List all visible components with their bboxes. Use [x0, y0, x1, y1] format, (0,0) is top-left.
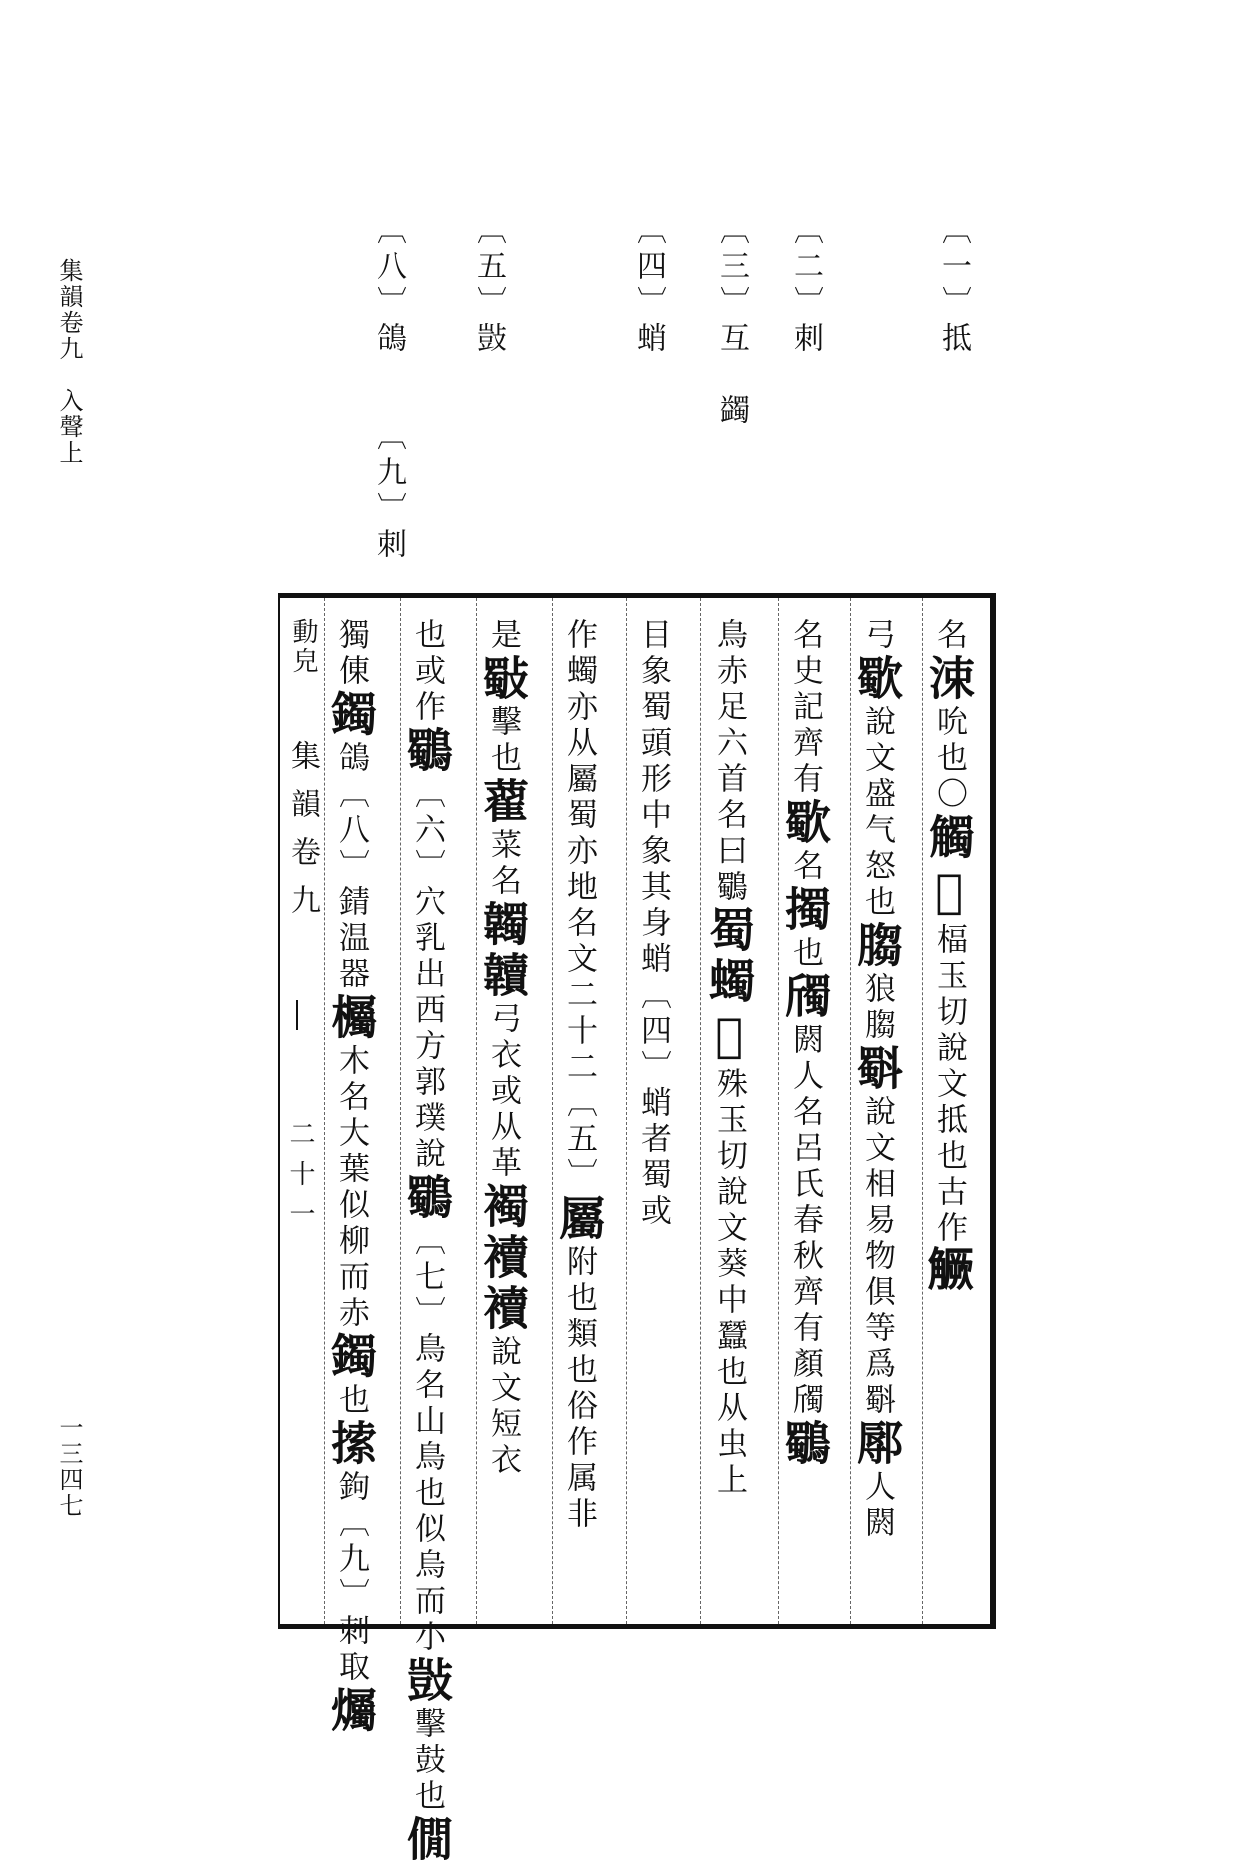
column-text: 動皃 — [288, 618, 318, 676]
head-character: 爥 — [324, 1686, 378, 1737]
head-character: 斣 — [850, 1044, 904, 1095]
head-character: 屬 — [552, 1194, 606, 1245]
page-number: 一三四七 — [55, 1415, 83, 1519]
fold-strip-title: 集韻卷九 — [285, 740, 320, 932]
text-frame — [278, 593, 996, 1866]
column-text: 鳥赤足六首名曰鸀蜀蠋𧔍殊玉切說文葵中蠶也从虫上 — [702, 618, 756, 1499]
column-rule — [324, 598, 325, 1624]
head-character: 擉 — [778, 885, 832, 936]
column-rule — [700, 598, 701, 1624]
head-character: 觸 — [922, 813, 976, 864]
text-column — [476, 618, 544, 1618]
column-text: 名史記齊有歜名擉也斶閼人名呂氏春秋齊有顏斶鸀 — [778, 618, 832, 1470]
head-character: 𧤼 — [922, 1247, 976, 1298]
note-2: 〔二〕刺 — [788, 214, 823, 358]
note-1: 〔一〕抵 — [936, 214, 971, 358]
head-character: 涑 — [922, 654, 976, 705]
note-9: 〔九〕刺 — [371, 420, 406, 564]
column-rule — [778, 598, 779, 1624]
head-character: 鐲 — [324, 690, 378, 741]
column-rule — [476, 598, 477, 1624]
head-character: 斀 — [476, 654, 530, 705]
head-character: 𢱢 — [324, 1419, 378, 1470]
head-character: 襩 — [476, 1233, 530, 1284]
head-character: 蠋 — [702, 957, 756, 1008]
text-column — [922, 618, 990, 1618]
text-column — [634, 618, 694, 1618]
head-character: 欘 — [324, 993, 378, 1044]
column-text: 弓歜說文盛气怒也䐢狼䐢斣說文相易物俱等爲斣鄏人閼 — [850, 618, 904, 1542]
text-column — [400, 618, 468, 1866]
column-text: 名涑吮也〇觸𦍣楅玉切說文抵也古作𧤼 — [922, 618, 976, 1298]
head-character: 鐲 — [324, 1332, 378, 1383]
note-5: 〔五〕敱 — [471, 214, 506, 358]
head-character: 鄏 — [850, 1419, 904, 1470]
column-text: 是斀擊也藋菜名韣韥弓衣或从革襡襩襩說文短衣 — [476, 618, 530, 1479]
fold-marker — [296, 1000, 298, 1030]
head-character: 鸀 — [778, 1419, 832, 1470]
head-character: 襡 — [476, 1182, 530, 1233]
head-character: 䐢 — [850, 921, 904, 972]
head-character: 敱 — [400, 1656, 454, 1707]
column-text: 目象蜀頭形中象其身蛸〔四〕蛸者蜀或 — [635, 618, 671, 1230]
head-character: 歜 — [778, 798, 832, 849]
note-3: 〔三〕互 蠲 — [714, 214, 749, 430]
head-character: 歜 — [850, 654, 904, 705]
head-character: 韣 — [476, 900, 530, 951]
head-character: 𦍣 — [922, 864, 976, 923]
head-character: 鸀 — [400, 726, 454, 777]
note-4: 〔四〕蛸 — [631, 214, 666, 358]
column-text: 獨倲鐲鴿〔八〕錆温器欘木名大葉似柳而赤鐲也𢱢鉤〔九〕刺取爥 — [324, 618, 378, 1737]
text-column — [324, 618, 392, 1737]
column-rule — [552, 598, 553, 1624]
text-column — [778, 618, 846, 1618]
head-character: 韥 — [476, 951, 530, 1002]
column-text: 也或作鸀〔六〕穴乳出西方郭璞說鸀〔七〕鳥名山鳥也似烏而小敱擊鼓也僩 — [400, 618, 454, 1866]
head-character: 斶 — [778, 972, 832, 1023]
head-character: 蜀 — [702, 906, 756, 957]
head-character: 僩 — [400, 1815, 454, 1866]
fold-strip — [276, 740, 318, 1340]
column-rule — [626, 598, 627, 1624]
text-column — [552, 618, 620, 1618]
column-rule — [922, 598, 923, 1624]
column-rule — [850, 598, 851, 1624]
head-character: 𧔍 — [702, 1008, 756, 1067]
fold-strip-leaf: 二十一 — [285, 1120, 315, 1240]
head-character: 襩 — [476, 1284, 530, 1335]
text-column — [702, 618, 770, 1618]
column-text: 作蠋亦从屬蜀亦地名文二十二〔五〕屬附也類也俗作属非 — [552, 618, 606, 1533]
note-8: 〔八〕鴿 — [371, 214, 406, 358]
head-character: 鸀 — [400, 1173, 454, 1224]
page-running-title: 集韻卷九 入聲上 — [55, 258, 83, 466]
text-column — [850, 618, 918, 1618]
head-character: 藋 — [476, 777, 530, 828]
